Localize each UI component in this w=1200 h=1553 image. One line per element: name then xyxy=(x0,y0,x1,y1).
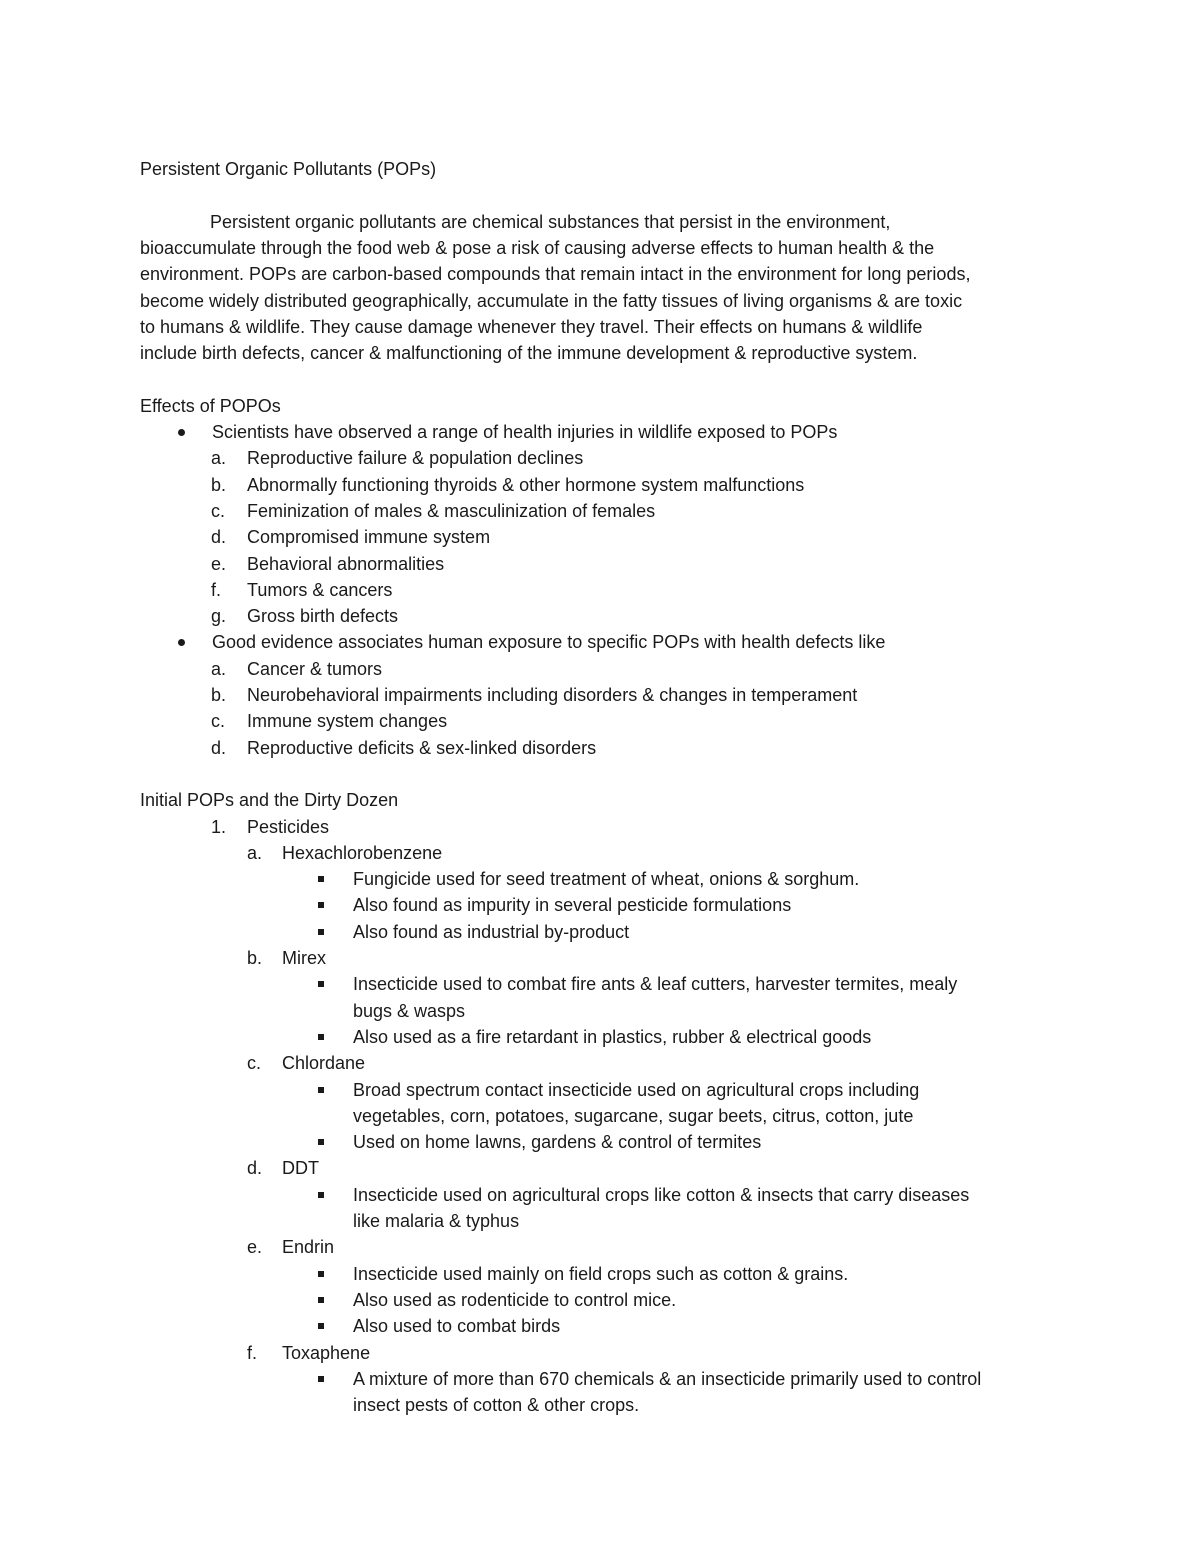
intro-paragraph-line: to humans & wildlife. They cause damage whenever they travel. Their effects on humans & wildlife xyxy=(140,316,923,337)
chemical-note: Also used as a fire retardant in plastics, rubber & electrical goods xyxy=(353,1026,872,1047)
chemical-name: Hexachlorobenzene xyxy=(282,842,443,863)
bullet-item: Scientists have observed a range of health injuries in wildlife exposed to POPs xyxy=(212,422,838,442)
chemical-note: Insecticide used mainly on field crops such as cotton & grains. xyxy=(353,1263,849,1284)
list-marker: d. xyxy=(247,1158,263,1179)
chemical-note: Also found as impurity in several pesticide formulations xyxy=(353,895,792,916)
list-item: Gross birth defects xyxy=(247,606,399,627)
list-item: Tumors & cancers xyxy=(247,579,393,600)
list-item: Immune system changes xyxy=(247,711,448,732)
chemical-name: DDT xyxy=(282,1158,319,1179)
document-title: Persistent Organic Pollutants (POPs) xyxy=(140,159,437,179)
intro-paragraph-line: bioaccumulate through the food web & pose a risk of causing adverse effects to human health & the xyxy=(140,237,935,258)
list-marker: b. xyxy=(247,948,263,968)
intro-paragraph-line: become widely distributed geographically, accumulate in the fatty tissues of living organisms & are toxic xyxy=(140,290,963,311)
list-marker: f. xyxy=(211,579,222,600)
chemical-note: Also used as rodenticide to control mice. xyxy=(353,1289,677,1310)
chemical-name: Endrin xyxy=(282,1237,335,1258)
bullet-square-icon xyxy=(318,1297,324,1303)
bullet-square-icon xyxy=(318,1192,324,1198)
chemical-note: Also found as industrial by-product xyxy=(353,921,630,942)
bullet-dot-icon xyxy=(178,639,185,646)
chemical-note: Also used to combat birds xyxy=(353,1316,561,1337)
list-marker: e. xyxy=(247,1237,263,1258)
category-item: Pesticides xyxy=(247,816,330,837)
bullet-square-icon xyxy=(318,876,324,882)
chemical-note: like malaria & typhus xyxy=(353,1211,520,1231)
chemical-note: insect pests of cotton & other crops. xyxy=(353,1395,640,1416)
bullet-square-icon xyxy=(318,1323,324,1329)
bullet-dot-icon xyxy=(178,429,185,436)
list-marker: c. xyxy=(211,711,226,732)
list-marker: b. xyxy=(211,474,227,495)
list-marker: b. xyxy=(211,685,227,705)
list-marker: a. xyxy=(211,658,227,679)
list-item: Reproductive failure & population declines xyxy=(247,448,584,469)
bullet-square-icon xyxy=(318,902,324,908)
list-marker: 1. xyxy=(211,816,227,837)
chemical-note: bugs & wasps xyxy=(353,1000,466,1021)
chemical-note: Fungicide used for seed treatment of wheat, onions & sorghum. xyxy=(353,869,860,890)
bullet-item: Good evidence associates human exposure to specific POPs with health defects like xyxy=(212,632,886,653)
list-item: Compromised immune system xyxy=(247,527,491,548)
section-heading: Effects of POPOs xyxy=(140,395,281,416)
chemical-name: Toxaphene xyxy=(282,1342,371,1363)
intro-paragraph-line: include birth defects, cancer & malfunctioning of the immune development & reproductive system. xyxy=(140,343,918,364)
bullet-square-icon xyxy=(318,1376,324,1382)
chemical-name: Mirex xyxy=(282,948,326,968)
intro-paragraph-line: environment. POPs are carbon-based compounds that remain intact in the environment for long periods, xyxy=(140,264,971,285)
chemical-note: Insecticide used to combat fire ants & leaf cutters, harvester termites, mealy xyxy=(353,974,958,995)
chemical-note: Used on home lawns, gardens & control of termites xyxy=(353,1132,762,1153)
list-marker: f. xyxy=(247,1342,258,1363)
bullet-square-icon xyxy=(318,1271,324,1277)
chemical-note: Insecticide used on agricultural crops like cotton & insects that carry diseases xyxy=(353,1184,970,1205)
list-marker: d. xyxy=(211,527,227,548)
list-item: Neurobehavioral impairments including disorders & changes in temperament xyxy=(247,685,858,705)
intro-paragraph-line: Persistent organic pollutants are chemical substances that persist in the environment, xyxy=(210,211,891,232)
bullet-square-icon xyxy=(318,1139,324,1145)
section-heading: Initial POPs and the Dirty Dozen xyxy=(140,790,399,811)
chemical-note: Broad spectrum contact insecticide used on agricultural crops including xyxy=(353,1079,920,1100)
list-item: Abnormally functioning thyroids & other hormone system malfunctions xyxy=(247,474,805,495)
list-marker: c. xyxy=(247,1053,262,1074)
list-item: Behavioral abnormalities xyxy=(247,553,445,574)
list-marker: a. xyxy=(247,842,263,863)
chemical-note: A mixture of more than 670 chemicals & an insecticide primarily used to control xyxy=(353,1368,982,1389)
list-marker: c. xyxy=(211,500,226,521)
list-item: Feminization of males & masculinization of females xyxy=(247,500,656,521)
bullet-square-icon xyxy=(318,1087,324,1093)
list-marker: d. xyxy=(211,737,227,758)
list-item: Reproductive deficits & sex-linked disorders xyxy=(247,737,597,758)
bullet-square-icon xyxy=(318,981,324,987)
chemical-note: vegetables, corn, potatoes, sugarcane, sugar beets, citrus, cotton, jute xyxy=(353,1105,914,1126)
bullet-square-icon xyxy=(318,929,324,935)
list-item: Cancer & tumors xyxy=(247,658,383,679)
list-marker: a. xyxy=(211,448,227,469)
list-marker: e. xyxy=(211,553,227,574)
list-marker: g. xyxy=(211,606,227,627)
bullet-square-icon xyxy=(318,1034,324,1040)
chemical-name: Chlordane xyxy=(282,1053,366,1074)
